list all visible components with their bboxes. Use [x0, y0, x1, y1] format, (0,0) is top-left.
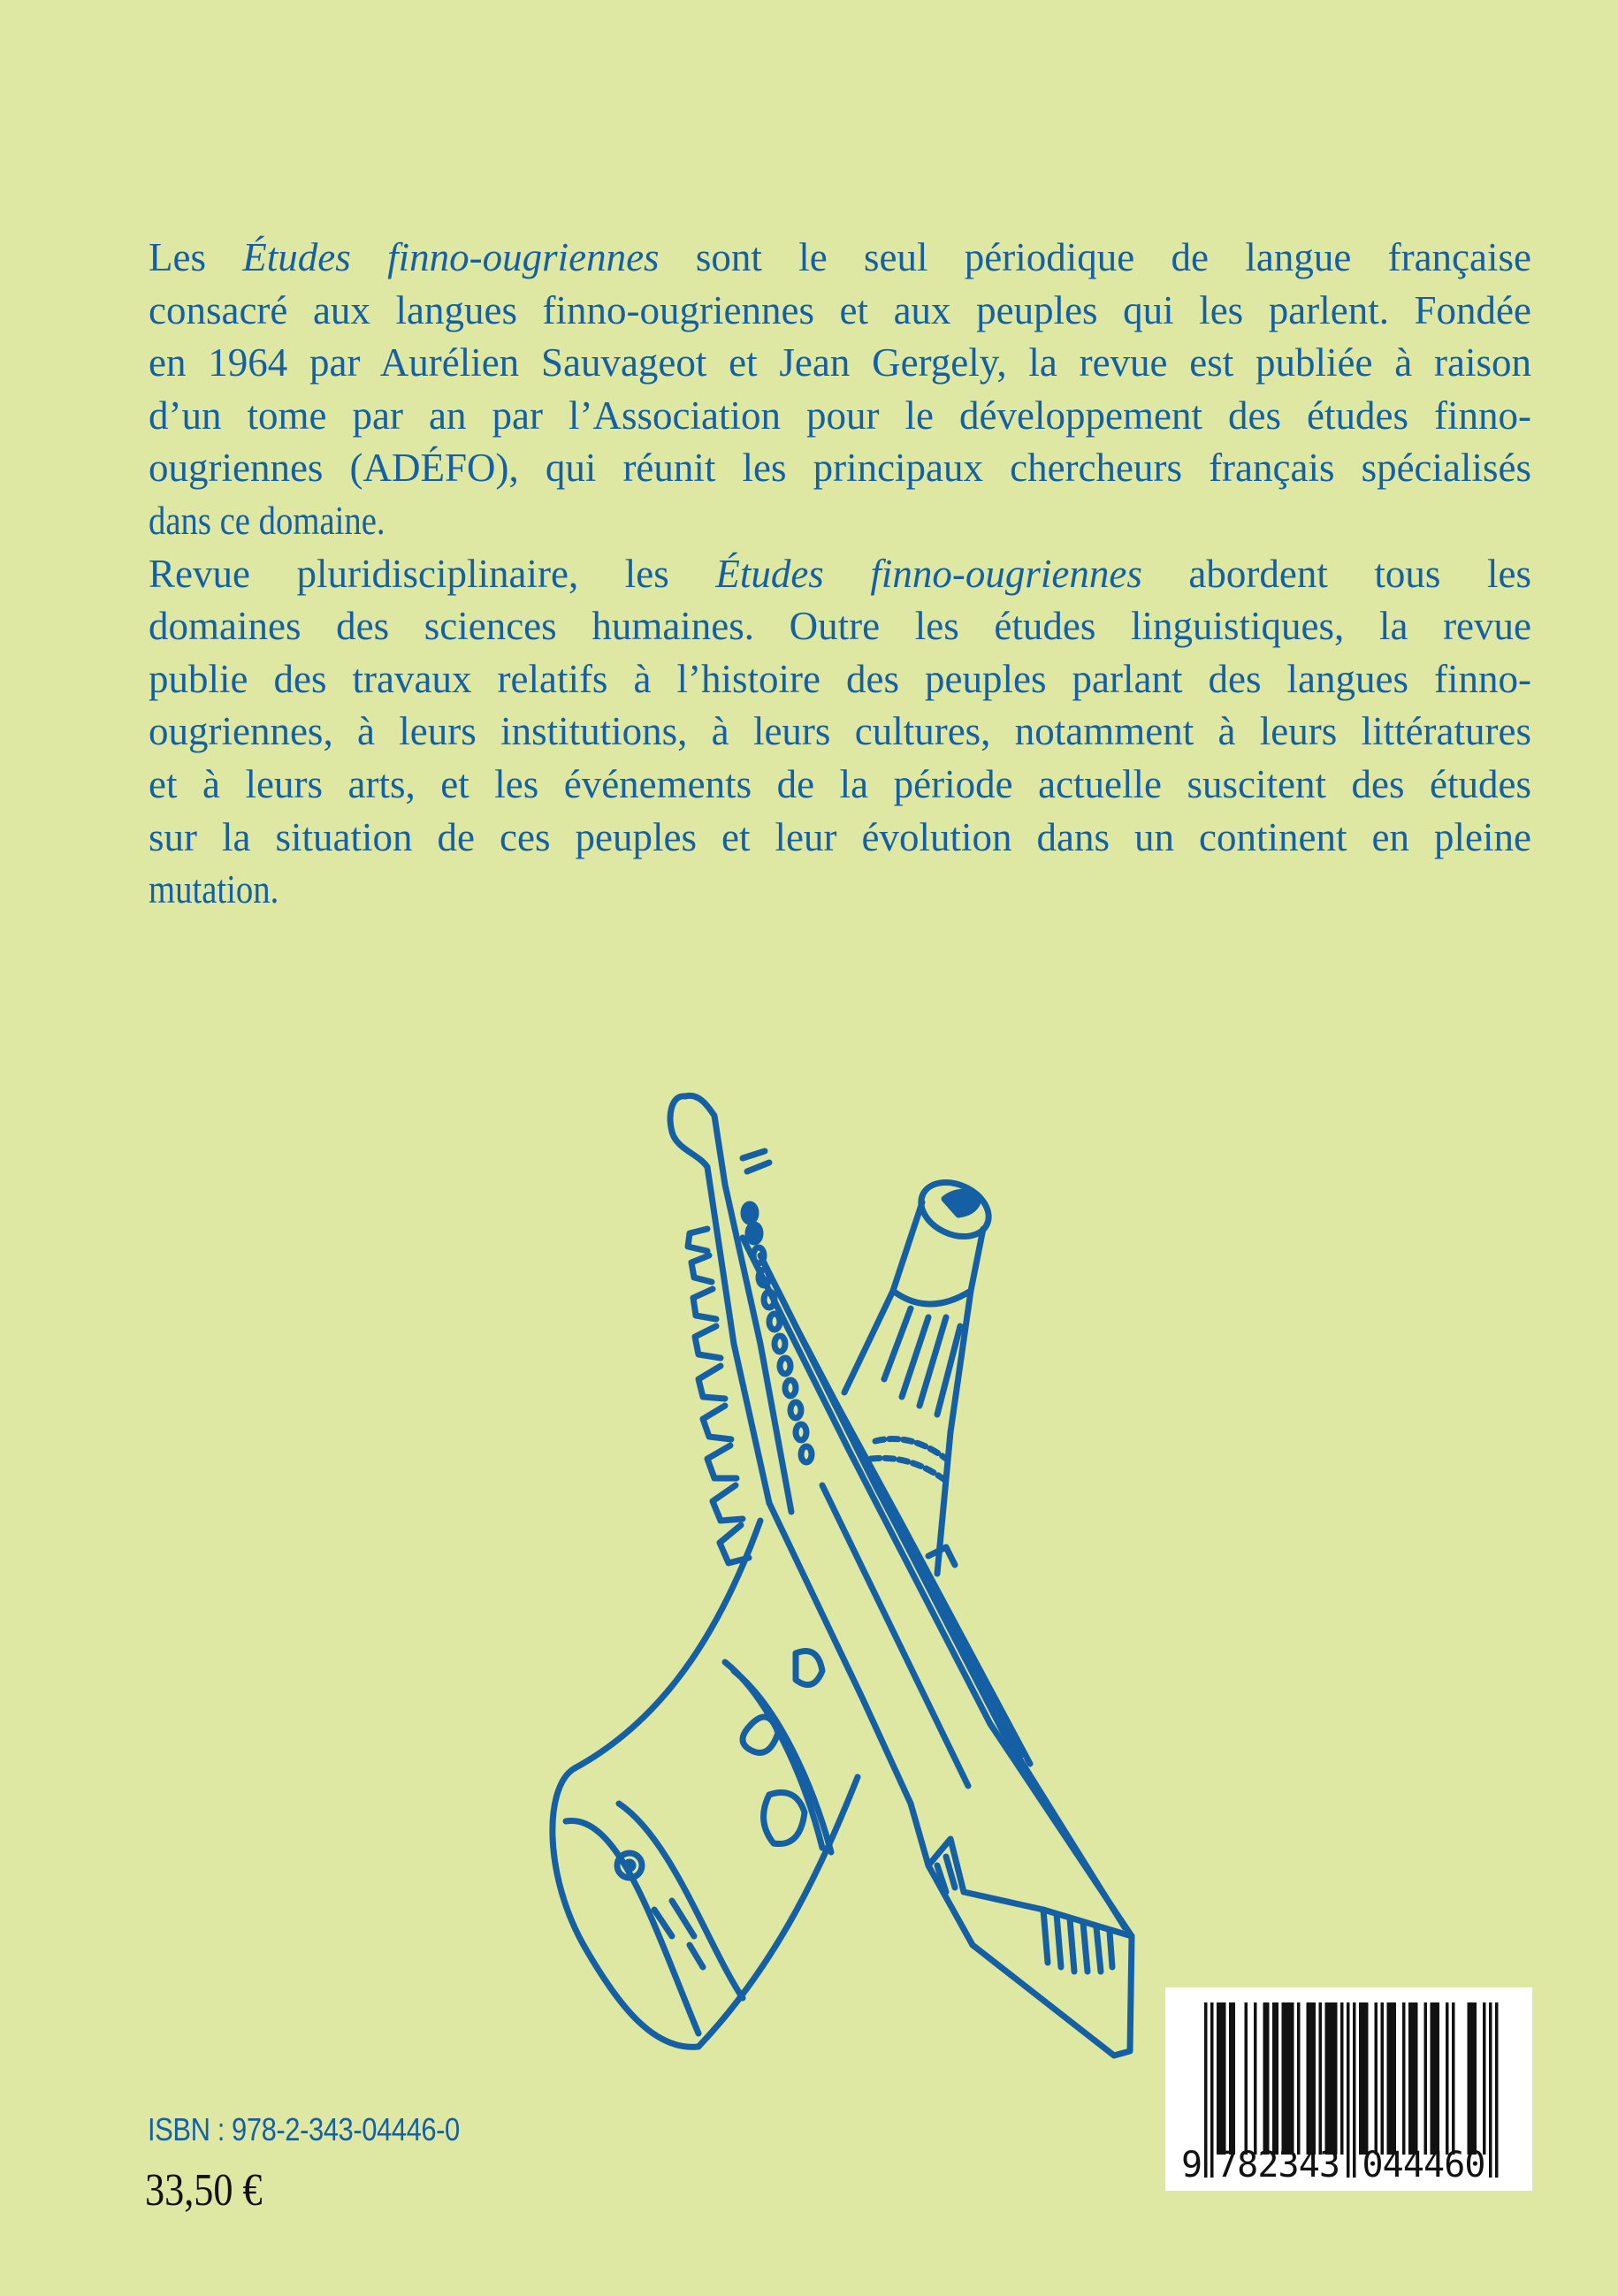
back-cover-blurb: [149, 232, 1531, 917]
barcode-bar: [1424, 2002, 1428, 2155]
blurb-text: en 1964 par Aurélien Sauvageot et Jean Gergely, la revue est publiée à raison: [149, 340, 1531, 385]
blurb-line: [149, 864, 1338, 917]
barcode-bar: [1387, 2002, 1391, 2155]
isbn-label: ISBN : 978-2-343-04446-0: [148, 2111, 460, 2147]
barcode-bar: [1415, 2002, 1418, 2155]
barcode-bar: [1229, 2002, 1233, 2155]
barcode-bar: [1276, 2002, 1279, 2155]
barcode-bar: [1245, 2002, 1248, 2155]
blurb-line: [149, 442, 1531, 495]
blurb-text: Les: [149, 235, 243, 279]
barcode-bar: [1433, 2002, 1437, 2155]
blurb-text: publie des travaux relatifs à l’histoire des peuples parlant des langues finno-: [149, 656, 1531, 701]
barcode-digits: 044460: [1362, 2145, 1486, 2185]
barcode-bar: [1254, 2002, 1257, 2155]
blurb-text: Revue pluridisciplinaire, les: [149, 551, 716, 596]
barcode-bar: [1220, 2002, 1224, 2155]
blurb-line: [149, 285, 1531, 338]
blurb-text: consacré aux langues finno-ougriennes et aux peuples qui les parlent. Fondée: [149, 287, 1531, 332]
blurb-line: [149, 812, 1531, 865]
blurb-line: [149, 337, 1531, 390]
barcode-bar: [1313, 2002, 1317, 2155]
barcode-bar: [1495, 2002, 1499, 2178]
blurb-line: [149, 495, 1338, 548]
barcode-bar: [1402, 2002, 1406, 2155]
barcode-bar: [1328, 2002, 1332, 2155]
blurb-text: ougriennes (ADÉFO), qui réunit les principaux chercheurs français spécialisés: [149, 446, 1531, 491]
blurb-line: [149, 390, 1531, 443]
barcode-bar: [1365, 2002, 1369, 2155]
blurb-line: [149, 548, 1531, 601]
blurb-line: [149, 653, 1531, 706]
barcode-bar: [1489, 2002, 1492, 2178]
barcode-bar: [1266, 2002, 1270, 2155]
blurb-text: mutation.: [149, 867, 279, 912]
barcode-bar: [1362, 2002, 1366, 2155]
barcode-bar: [1332, 2002, 1335, 2155]
blurb-text: et à leurs arts, et les événements de la période actuelle suscitent des études: [149, 761, 1531, 806]
barcode-bar: [1468, 2002, 1471, 2155]
blurb-text: ougriennes, à leurs institutions, à leurs cultures, notamment à leurs littératures: [149, 709, 1531, 754]
blurb-line: [149, 232, 1531, 285]
barcode-bar: [1217, 2002, 1220, 2155]
barcode-bar: [1297, 2002, 1301, 2155]
barcode-bar: [1325, 2002, 1329, 2155]
barcode-bar: [1483, 2002, 1486, 2155]
barcode-bar: [1319, 2002, 1323, 2155]
barcode-bar: [1375, 2002, 1378, 2155]
barcode-bar: [1309, 2002, 1313, 2155]
barcode-bar: [1223, 2002, 1226, 2155]
journal-title-italic: Études finno-ougriennes: [242, 235, 660, 279]
barcode-bar: [1307, 2002, 1310, 2155]
barcode-bar: [1470, 2002, 1474, 2155]
kantele-and-horn-illustration: [530, 1079, 1167, 2091]
barcode-bar: [1353, 2002, 1356, 2178]
barcode-bar: [1393, 2002, 1397, 2155]
isbn-barcode: [1165, 1987, 1532, 2191]
barcode-bar: [1288, 2002, 1292, 2155]
journal-title-italic: Études finno-ougriennes: [715, 551, 1142, 596]
barcode-bar: [1359, 2002, 1362, 2155]
barcode-bar: [1452, 2002, 1455, 2155]
barcode-bar: [1272, 2002, 1276, 2155]
blurb-line: [149, 600, 1531, 653]
blurb-text: sont le seul périodique de langue française: [659, 235, 1531, 279]
barcode-bar: [1291, 2002, 1294, 2155]
barcode-bar: [1381, 2002, 1385, 2155]
blurb-line: [149, 706, 1531, 759]
blurb-text: abordent tous les: [1141, 551, 1531, 596]
barcode-bar: [1446, 2002, 1449, 2155]
barcode-bar: [1474, 2002, 1477, 2155]
barcode-bar: [1437, 2002, 1440, 2155]
barcode-bar: [1431, 2002, 1434, 2155]
barcode-digits: 9: [1180, 2145, 1203, 2185]
blurb-text: dans ce domaine.: [149, 498, 385, 543]
barcode-bar: [1285, 2002, 1288, 2155]
barcode-bar: [1408, 2002, 1412, 2155]
barcode-bar: [1282, 2002, 1286, 2155]
barcode-bar: [1334, 2002, 1338, 2155]
barcode-bar: [1390, 2002, 1393, 2155]
blurb-text: d’un tome par an par l’Association pour le développement des études finno-: [149, 393, 1531, 438]
blurb-text: domaines des sciences humaines. Outre les études linguistiques, la revue: [149, 604, 1531, 649]
barcode-bar: [1204, 2002, 1208, 2178]
price-label: 33,50 €: [145, 2165, 263, 2216]
blurb-line: [149, 759, 1531, 812]
barcode-bar: [1412, 2002, 1416, 2155]
barcode-bar: [1233, 2002, 1236, 2155]
barcode-bar: [1347, 2002, 1350, 2178]
barcode-bar: [1210, 2002, 1214, 2178]
barcode-bar: [1263, 2002, 1267, 2155]
barcode-digits: 782343: [1217, 2145, 1340, 2185]
blurb-text: sur la situation de ces peuples et leur évolution dans un continent en pleine: [149, 814, 1531, 859]
barcode-bar: [1340, 2002, 1344, 2155]
